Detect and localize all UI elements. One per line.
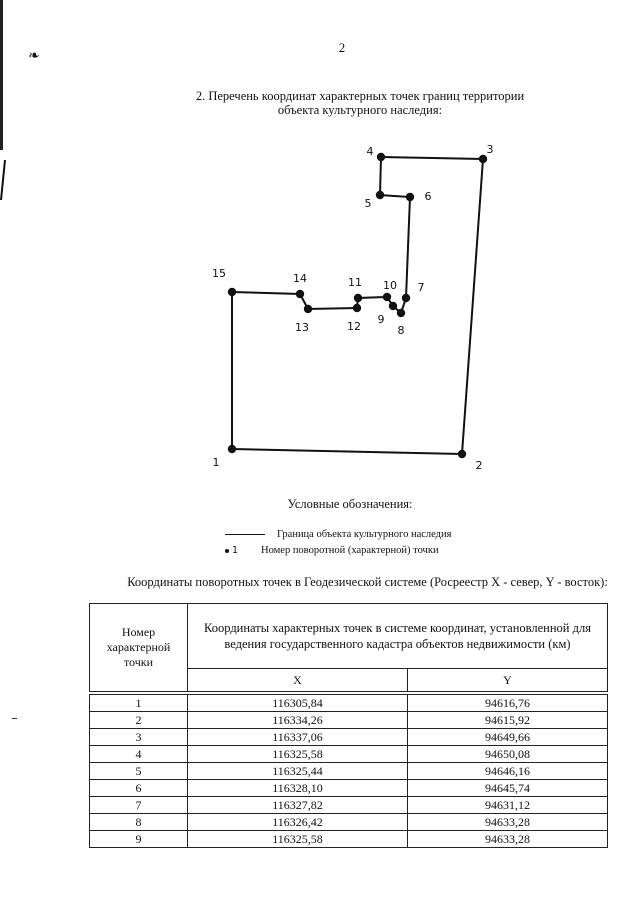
table-row — [90, 695, 608, 712]
legend-point-sample — [225, 545, 265, 556]
table-row — [90, 797, 608, 814]
y-cell: 94646,16 — [408, 763, 608, 780]
point-number-cell: 9 — [90, 831, 188, 848]
boundary-point-label: 4 — [366, 145, 374, 158]
legend-point-row — [225, 545, 439, 556]
boundary-point-label: 6 — [424, 190, 432, 203]
x-cell: 116337,06 — [188, 729, 408, 746]
scan-mark-icon: ❧ — [28, 48, 40, 64]
point-number-cell: 1 — [90, 695, 188, 712]
boundary-point-label: 7 — [417, 281, 425, 294]
section-heading-line1: 2. Перечень координат характерных точек границ территории — [195, 89, 525, 103]
coordinates-table-body — [90, 695, 608, 848]
boundary-point-marker — [406, 193, 414, 201]
point-number-cell: 7 — [90, 797, 188, 814]
boundary-point-marker — [479, 155, 487, 163]
coordinates-header: Координаты характерных точек в системе координат, установленной для ведения государственного кадастра объектов недвижимости (км) — [188, 604, 608, 669]
x-cell: 116305,84 — [188, 695, 408, 712]
y-cell: 94615,92 — [408, 712, 608, 729]
boundary-point-marker — [397, 309, 405, 317]
boundary-point-label: 13 — [295, 321, 309, 334]
boundary-point-marker — [228, 445, 236, 453]
boundary-point-label: 14 — [293, 272, 307, 285]
scan-dash — [12, 718, 17, 719]
point-number-header — [90, 604, 188, 692]
point-dot-icon — [225, 549, 229, 553]
x-cell: 116327,82 — [188, 797, 408, 814]
point-number-cell: 2 — [90, 712, 188, 729]
table-row — [90, 746, 608, 763]
coordinates-table — [89, 603, 608, 848]
boundary-point-label: 5 — [364, 197, 372, 210]
point-number-cell: 5 — [90, 763, 188, 780]
table-row — [90, 814, 608, 831]
page-number: 2 — [338, 40, 346, 55]
point-number-cell: 8 — [90, 814, 188, 831]
boundary-point-marker — [353, 304, 361, 312]
boundary-point-marker — [376, 191, 384, 199]
boundary-point-marker — [402, 294, 410, 302]
table-row — [90, 763, 608, 780]
x-cell: 116325,58 — [188, 831, 408, 848]
table-row — [90, 729, 608, 746]
x-cell: 116334,26 — [188, 712, 408, 729]
boundary-point-label: 9 — [377, 313, 385, 326]
boundary-point-label: 1 — [212, 456, 220, 469]
boundary-point-marker — [304, 305, 312, 313]
x-cell: 116326,42 — [188, 814, 408, 831]
boundary-point-marker — [228, 288, 236, 296]
y-cell: 94633,28 — [408, 814, 608, 831]
x-cell: 116325,44 — [188, 763, 408, 780]
table-row — [90, 780, 608, 797]
boundary-point-marker — [377, 153, 385, 161]
y-cell: 94631,12 — [408, 797, 608, 814]
point-number-cell: 3 — [90, 729, 188, 746]
y-cell: 94645,74 — [408, 780, 608, 797]
boundary-point-label: 2 — [475, 459, 483, 472]
x-cell: 116325,58 — [188, 746, 408, 763]
y-cell: 94616,76 — [408, 695, 608, 712]
section-heading-line2: объекта культурного наследия: — [277, 103, 443, 117]
boundary-point-label: 11 — [348, 276, 362, 289]
boundary-point-marker — [389, 302, 397, 310]
x-header: X — [188, 669, 408, 692]
point-number-cell: 4 — [90, 746, 188, 763]
y-cell: 94650,08 — [408, 746, 608, 763]
legend-title: Условные обозначения: — [287, 497, 413, 511]
point-number-header-text: Номер характерной точки — [106, 625, 171, 669]
y-cell: 94649,66 — [408, 729, 608, 746]
legend-boundary-label: Граница объекта культурного наследия — [277, 529, 452, 540]
legend-point-label: Номер поворотной (характерной) точки — [261, 545, 439, 556]
point-number-cell: 6 — [90, 780, 188, 797]
legend-line-sample — [225, 534, 265, 535]
boundary-point-label: 3 — [486, 143, 494, 156]
boundary-point-marker — [296, 290, 304, 298]
y-cell: 94633,28 — [408, 831, 608, 848]
boundary-point-label: 8 — [397, 324, 405, 337]
table-row — [90, 712, 608, 729]
legend-point-number: 1 — [232, 545, 239, 556]
boundary-point-label: 15 — [212, 267, 226, 280]
y-header: Y — [408, 669, 608, 692]
boundary-point-label: 10 — [383, 279, 397, 292]
boundary-point-label: 12 — [347, 320, 361, 333]
boundary-point-marker — [458, 450, 466, 458]
table-row — [90, 831, 608, 848]
x-cell: 116328,10 — [188, 780, 408, 797]
boundary-point-marker — [383, 293, 391, 301]
coordinates-caption: Координаты поворотных точек в Геодезической системе (Росреестр X - север, Y - восток): — [127, 575, 608, 589]
legend-boundary-row — [225, 529, 451, 540]
boundary-point-marker — [354, 294, 362, 302]
